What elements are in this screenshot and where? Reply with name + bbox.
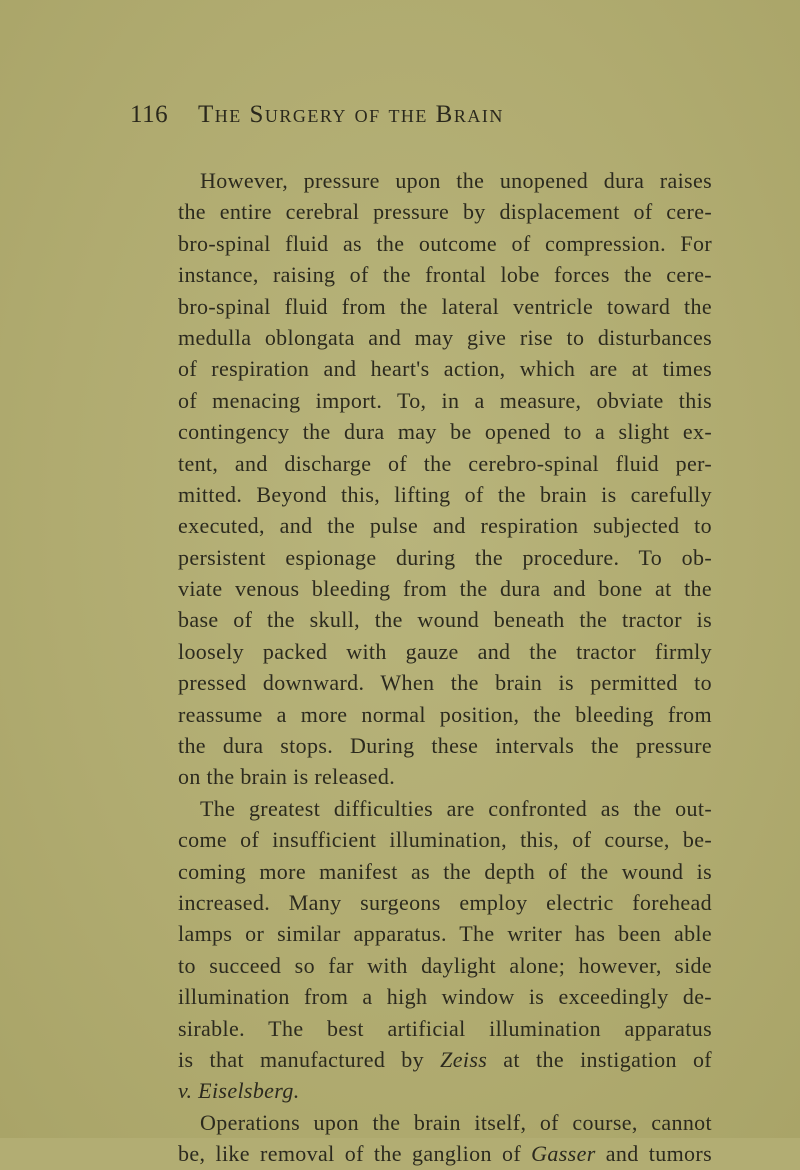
text-line: of menacing import. To, in a measure, obviate this bbox=[178, 387, 712, 413]
paragraph bbox=[178, 793, 712, 1107]
text-line: increased. Many surgeons employ electric forehead bbox=[178, 889, 712, 915]
text-line: tent, and discharge of the cerebro-spinal fluid per- bbox=[178, 450, 712, 476]
italic-name: Zeiss bbox=[440, 1046, 488, 1072]
text-line: medulla oblongata and may give rise to disturbances bbox=[178, 324, 712, 350]
text-run: be, like removal of the ganglion of bbox=[178, 1141, 521, 1167]
text-run: is that manufactured by bbox=[178, 1046, 425, 1072]
text-line-mixed bbox=[178, 1138, 712, 1169]
text-line: mitted. Beyond this, lifting of the brain is carefully bbox=[178, 481, 712, 507]
text-run: and tumors bbox=[605, 1141, 712, 1167]
italic-name: v. Eiselsberg. bbox=[178, 1078, 300, 1104]
italic-name: Gasser bbox=[531, 1141, 596, 1167]
body-text bbox=[178, 165, 712, 1170]
text-line: Operations upon the brain itself, of course, cannot bbox=[200, 1109, 712, 1135]
text-line: illumination from a high window is exceedingly de- bbox=[178, 984, 712, 1010]
text-line: the entire cerebral pressure by displacement of cere- bbox=[178, 199, 712, 225]
text-line: base of the skull, the wound beneath the tractor is bbox=[178, 607, 712, 633]
page-number: 116 bbox=[130, 101, 169, 128]
text-line: executed, and the pulse and respiration subjected to bbox=[178, 513, 712, 539]
text-line: pressed downward. When the brain is permitted to bbox=[178, 670, 712, 696]
text-line: viate venous bleeding from the dura and bone at the bbox=[178, 576, 712, 602]
text-line: reassume a more normal position, the bleeding from bbox=[178, 701, 712, 727]
text-line: coming more manifest as the depth of the wound is bbox=[178, 858, 712, 884]
text-line: the dura stops. During these intervals the pressure bbox=[178, 733, 712, 759]
text-line: on the brain is released. bbox=[178, 764, 396, 790]
text-line: sirable. The best artificial illumination apparatus bbox=[178, 1015, 712, 1041]
text-line: persistent espionage during the procedure. To ob- bbox=[178, 544, 712, 570]
text-line-mixed bbox=[178, 1044, 712, 1075]
text-line: The greatest difficulties are confronted as the out- bbox=[200, 795, 712, 821]
text-line bbox=[178, 1075, 712, 1106]
page-header bbox=[130, 101, 690, 137]
text-line: of respiration and heart's action, which are at times bbox=[178, 356, 712, 382]
text-line: bro-spinal fluid from the lateral ventricle toward the bbox=[178, 293, 712, 319]
text-line: loosely packed with gauze and the tractor firmly bbox=[178, 638, 712, 664]
text-line: bro-spinal fluid as the outcome of compression. For bbox=[178, 230, 712, 256]
text-line: lamps or similar apparatus. The writer has been able bbox=[178, 921, 712, 947]
text-run: at the instigation of bbox=[503, 1046, 712, 1072]
text-line: instance, raising of the frontal lobe forces the cere- bbox=[178, 262, 712, 288]
text-line: come of insufficient illumination, this, of course, be- bbox=[178, 827, 712, 853]
text-line: However, pressure upon the unopened dura raises bbox=[200, 168, 712, 193]
text-line: contingency the dura may be opened to a slight ex- bbox=[178, 419, 712, 445]
paragraph bbox=[178, 1107, 712, 1170]
running-title: The Surgery of the Brain bbox=[198, 101, 504, 128]
text-line: to succeed so far with daylight alone; however, side bbox=[178, 952, 712, 978]
paragraph bbox=[178, 165, 712, 793]
